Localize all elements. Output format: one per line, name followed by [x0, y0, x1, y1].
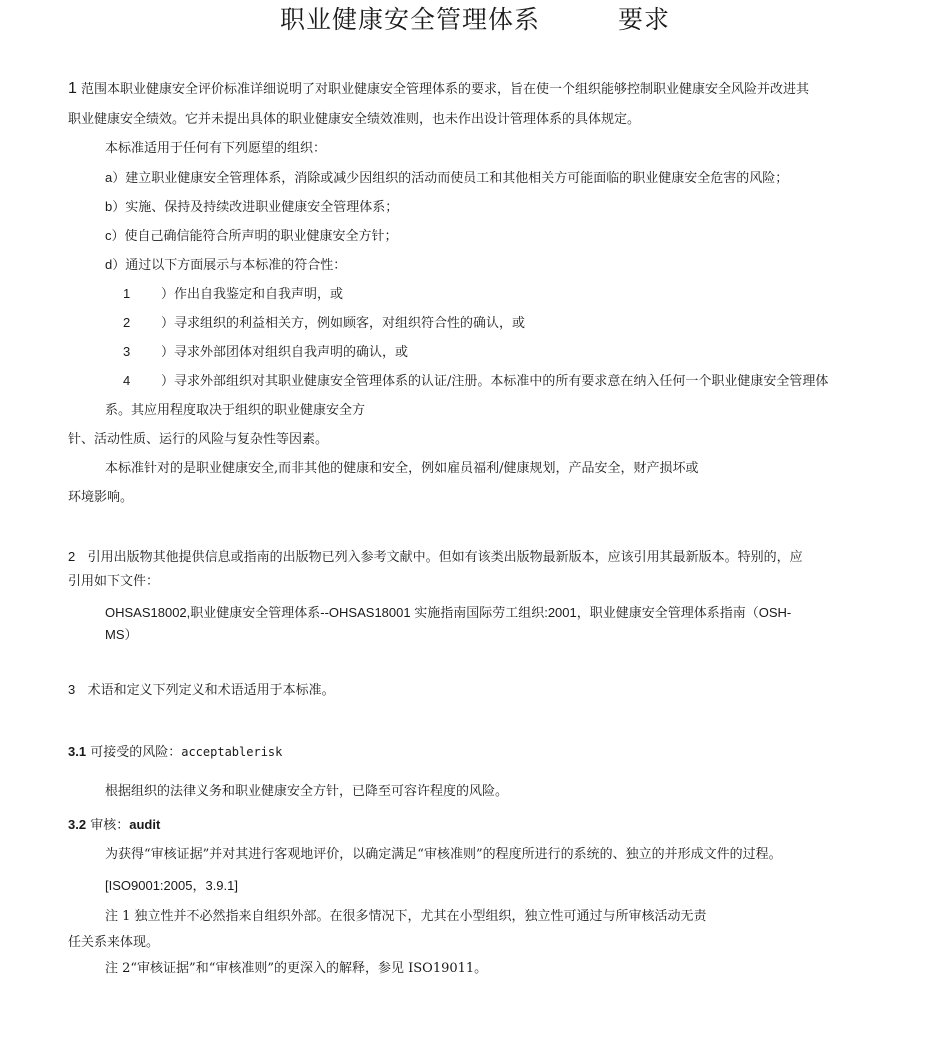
title-main: 职业健康安全管理体系 — [279, 5, 540, 34]
list-item-c-label: c） — [105, 228, 125, 243]
section-2-number: 2 — [68, 549, 76, 564]
term-3-1-definition: 根据组织的法律义务和职业健康安全方针，已降至可容许程度的风险。 — [105, 784, 509, 799]
section-3-line — [68, 681, 335, 700]
list-item-d — [105, 256, 346, 275]
section-2-text-1: 引用出版物其他提供信息或指南的出版物已列入参考文献中。但如有该类出版物最新版本，应该引用其最新版本。特别的，应 — [87, 550, 803, 565]
term-3-2-note-1a: 注 1 独立性并不必然指来自组织外部。在很多情况下，尤其在小型组织，独立性可通过与所审核活动无责 — [105, 909, 707, 924]
term-3-2-label: 审核： — [90, 818, 130, 833]
sub-item-2-number: 2 — [123, 315, 131, 330]
list-item-c-text: 使自己确信能符合所声明的职业健康安全方针； — [124, 229, 398, 244]
term-3-1-heading — [68, 743, 282, 762]
section-1-text-1: 范围本职业健康安全评价标准详细说明了对职业健康安全管理体系的要求，旨在使一个组织能够控制职业健康安全风险并改进其 — [81, 82, 810, 97]
section-2-reference-2: MS） — [105, 627, 138, 642]
list-item-a — [105, 169, 788, 188]
list-item-a-label: a） — [105, 170, 126, 185]
sub-item-1 — [123, 285, 343, 304]
list-item-d-label: d） — [105, 257, 126, 272]
term-3-2-english: audit — [129, 817, 161, 832]
section-1-number: 1 — [68, 80, 77, 97]
sub-item-3 — [123, 343, 408, 362]
term-3-1-english: acceptablerisk — [181, 745, 283, 759]
list-item-c — [105, 227, 398, 246]
term-3-2-note-2: 注 2“审核证据”和“审核准则”的更深入的解释，参见 ISO19011。 — [105, 961, 488, 976]
section-2-line-1 — [68, 548, 803, 567]
sub-item-3-text: ）寻求外部团体对组织自我声明的确认，或 — [161, 345, 409, 360]
section-1-continuation-1: 系。其应用程度取决于组织的职业健康安全方 — [105, 403, 366, 418]
term-3-2-heading — [68, 816, 160, 835]
section-3-text: 术语和定义下列定义和术语适用于本标准。 — [87, 683, 335, 698]
sub-item-1-number: 1 — [123, 286, 131, 301]
section-2-reference-1: OHSAS18002,职业健康安全管理体系--OHSAS18001 实施指南国际劳工组织:2001，职业健康安全管理体系指南（OSH- — [105, 605, 792, 620]
sub-item-4-text: ）寻求外部组织对其职业健康安全管理体系的认证/注册。本标准中的所有要求意在纳入任何一个职业健康安全管理体 — [161, 374, 829, 389]
list-item-b-label: b） — [105, 199, 126, 214]
section-1-line-2: 职业健康安全绩效。它并未提出具体的职业健康安全绩效准则，也未作出设计管理体系的具体规定。 — [68, 112, 641, 127]
list-item-b-text: 实施、保持及持续改进职业健康安全管理体系； — [125, 200, 399, 215]
term-3-2-definition: 为获得“审核证据”并对其进行客观地评价，以确定满足“审核准则”的程度所进行的系统的、独立的并形成文件的过程。 — [105, 847, 782, 862]
sub-item-2 — [123, 314, 525, 333]
term-3-1-number: 3.1 — [68, 744, 87, 759]
sub-item-1-text: ）作出自我鉴定和自我声明，或 — [161, 287, 344, 302]
sub-item-4 — [123, 372, 828, 391]
list-item-d-text: 通过以下方面展示与本标准的符合性： — [125, 258, 347, 273]
term-3-2-number: 3.2 — [68, 817, 87, 832]
term-3-2-reference: [ISO9001:2005，3.9.1] — [105, 878, 238, 893]
list-item-b — [105, 198, 398, 217]
section-2-line-2: 引用如下文件： — [68, 574, 160, 589]
section-1-note-2: 环境影响。 — [68, 490, 134, 505]
section-1-applies: 本标准适用于任何有下列愿望的组织： — [105, 141, 327, 156]
section-1-continuation-2: 针、活动性质、运行的风险与复杂性等因素。 — [68, 432, 329, 447]
term-3-1-label: 可接受的风险： — [90, 745, 182, 760]
title-suffix: 要求 — [618, 5, 671, 34]
list-item-a-text: 建立职业健康安全管理体系，消除或减少因组织的活动而使员工和其他相关方可能面临的职业健康安全危害的风险； — [125, 171, 789, 186]
section-3-number: 3 — [68, 682, 76, 697]
document-title — [0, 2, 950, 38]
sub-item-4-number: 4 — [123, 373, 131, 388]
term-3-2-note-1b: 任关系来体现。 — [68, 935, 160, 950]
sub-item-2-text: ）寻求组织的利益相关方，例如顾客，对组织符合性的确认，或 — [161, 316, 526, 331]
section-1-note-1: 本标准针对的是职业健康安全,而非其他的健康和安全，例如雇员福利/健康规划，产品安全，财产损坏或 — [105, 461, 699, 476]
sub-item-3-number: 3 — [123, 344, 131, 359]
section-1-line-1 — [68, 80, 809, 99]
